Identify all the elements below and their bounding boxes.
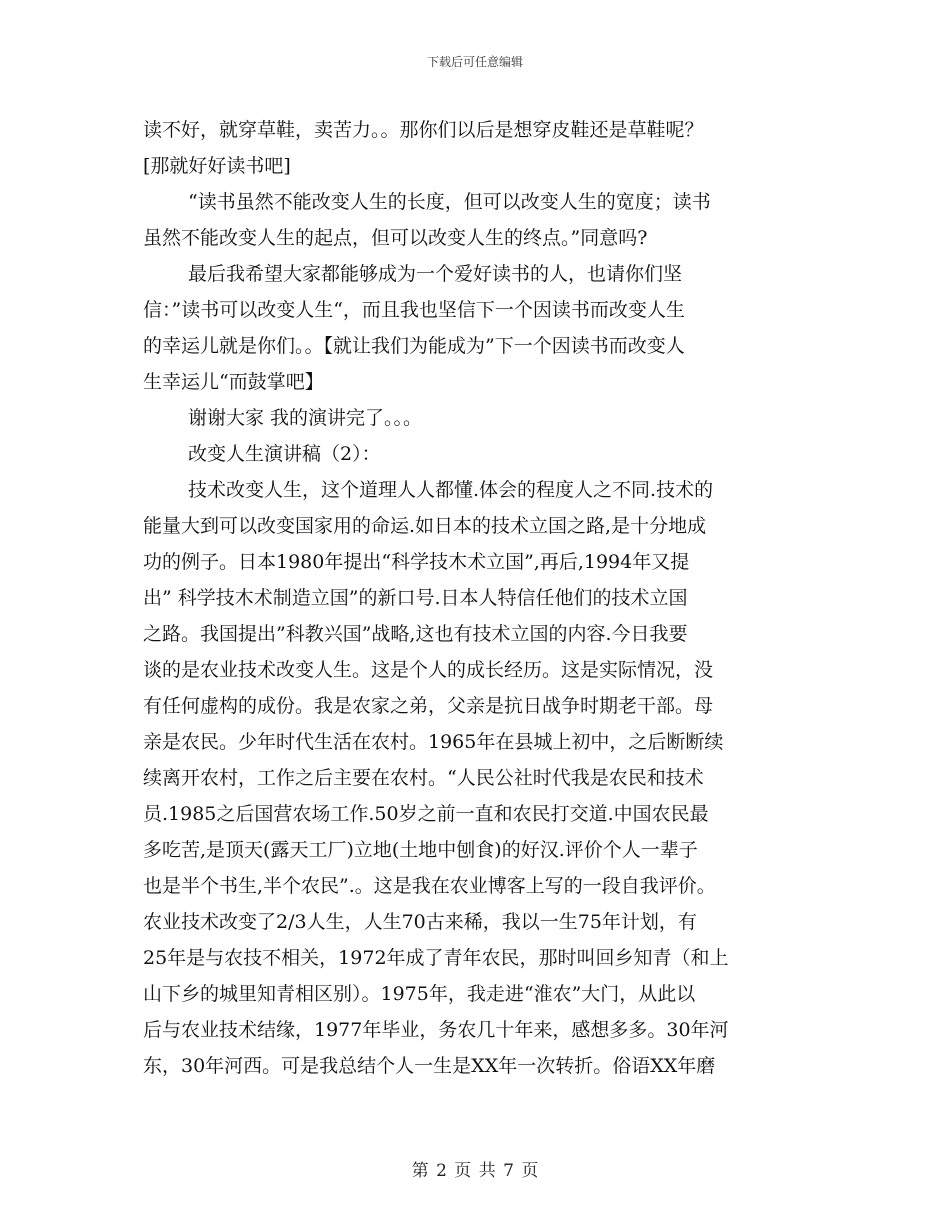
text-line: 能量大到可以改变国家用的命运.如日本的技术立国之路,是十分地成 (143, 515, 707, 537)
text-line: [那就好好读书吧] (143, 155, 291, 177)
page-header: 下载后可任意编辑 (426, 55, 523, 69)
text-line: 亲是农民。少年时代生活在农村。1965年在县城上初中，之后断断续 (143, 731, 724, 753)
text-line: “读书虽然不能改变人生的长度，但可以改变人生的宽度；读书 (188, 191, 711, 213)
text-line: 读不好，就穿草鞋，卖苦力。。那你们以后是想穿皮鞋还是草鞋呢？ (143, 119, 704, 141)
text-line: 25年是与农技不相关，1972年成了青年农民，那时叫回乡知青（和上 (143, 947, 729, 969)
document-body (143, 112, 808, 1084)
text-line: 东，30年河西。可是我总结个人一生是XX年一次转折。俗语XX年磨 (143, 1055, 716, 1077)
text-line: 之路。我国提出”科教兴国”战略,这也有技术立国的内容.今日我要 (143, 623, 688, 645)
text-line: 最后我希望大家都能够成为一个爱好读书的人，也请你们坚 (188, 263, 683, 285)
text-line: 虽然不能改变人生的起点，但可以改变人生的终点。”同意吗? (143, 227, 648, 249)
text-line: 的幸运儿就是你们。。【就让我们为能成为”下一个因读书而改变人 (143, 335, 685, 357)
text-line: 山下乡的城里知青相区别）。1975年，我走进“淮农”大门，从此以 (143, 983, 696, 1005)
text-line: 技术改变人生，这个道理人人都懂.体会的程度人之不同.技术的 (188, 479, 714, 501)
text-line: 员.1985之后国营农场工作.50岁之前一直和农民打交道.中国农民最 (143, 803, 709, 825)
text-line: 谈的是农业技术改变人生。这是个人的成长经历。这是实际情况，没 (143, 659, 714, 681)
text-line: 后与农业技术结缘，1977年毕业，务农几十年来，感想多多。30年河 (143, 1019, 729, 1041)
text-line: 农业技术改变了2/3人生，人生70古来稀，我以一生75年计划，有 (143, 911, 697, 933)
page-number-footer: 第 2 页 共 7 页 (411, 1161, 539, 1181)
text-line: 也是半个书生,半个农民”.。这是我在农业博客上写的一段自我评价。 (143, 875, 716, 897)
section-heading: 改变人生演讲稿（2）： (188, 443, 381, 465)
text-line: 功的例子。日本1980年提出“科学技木术立国”,再后,1994年又提 (143, 551, 690, 573)
text-line: 出” 科学技木术制造立国”的新口号.日本人特信任他们的技术立国 (143, 587, 688, 609)
text-line: 谢谢大家 我的演讲完了。。。 (188, 407, 423, 429)
text-line: 续离开农村，工作之后主要在农村。“人民公社时代我是农民和技术 (143, 767, 704, 789)
text-line: 有任何虚构的成份。我是农家之弟，父亲是抗日战争时期老干部。母 (143, 695, 714, 717)
text-line: 生幸运儿“而鼓掌吧】 (143, 371, 324, 393)
text-line: 多吃苦,是顶天(露天工厂)立地(土地中刨食)的好汉.评价个人一辈子 (143, 839, 698, 861)
text-line: 信：”读书可以改变人生“，而且我也坚信下一个因读书而改变人生 (143, 299, 685, 321)
